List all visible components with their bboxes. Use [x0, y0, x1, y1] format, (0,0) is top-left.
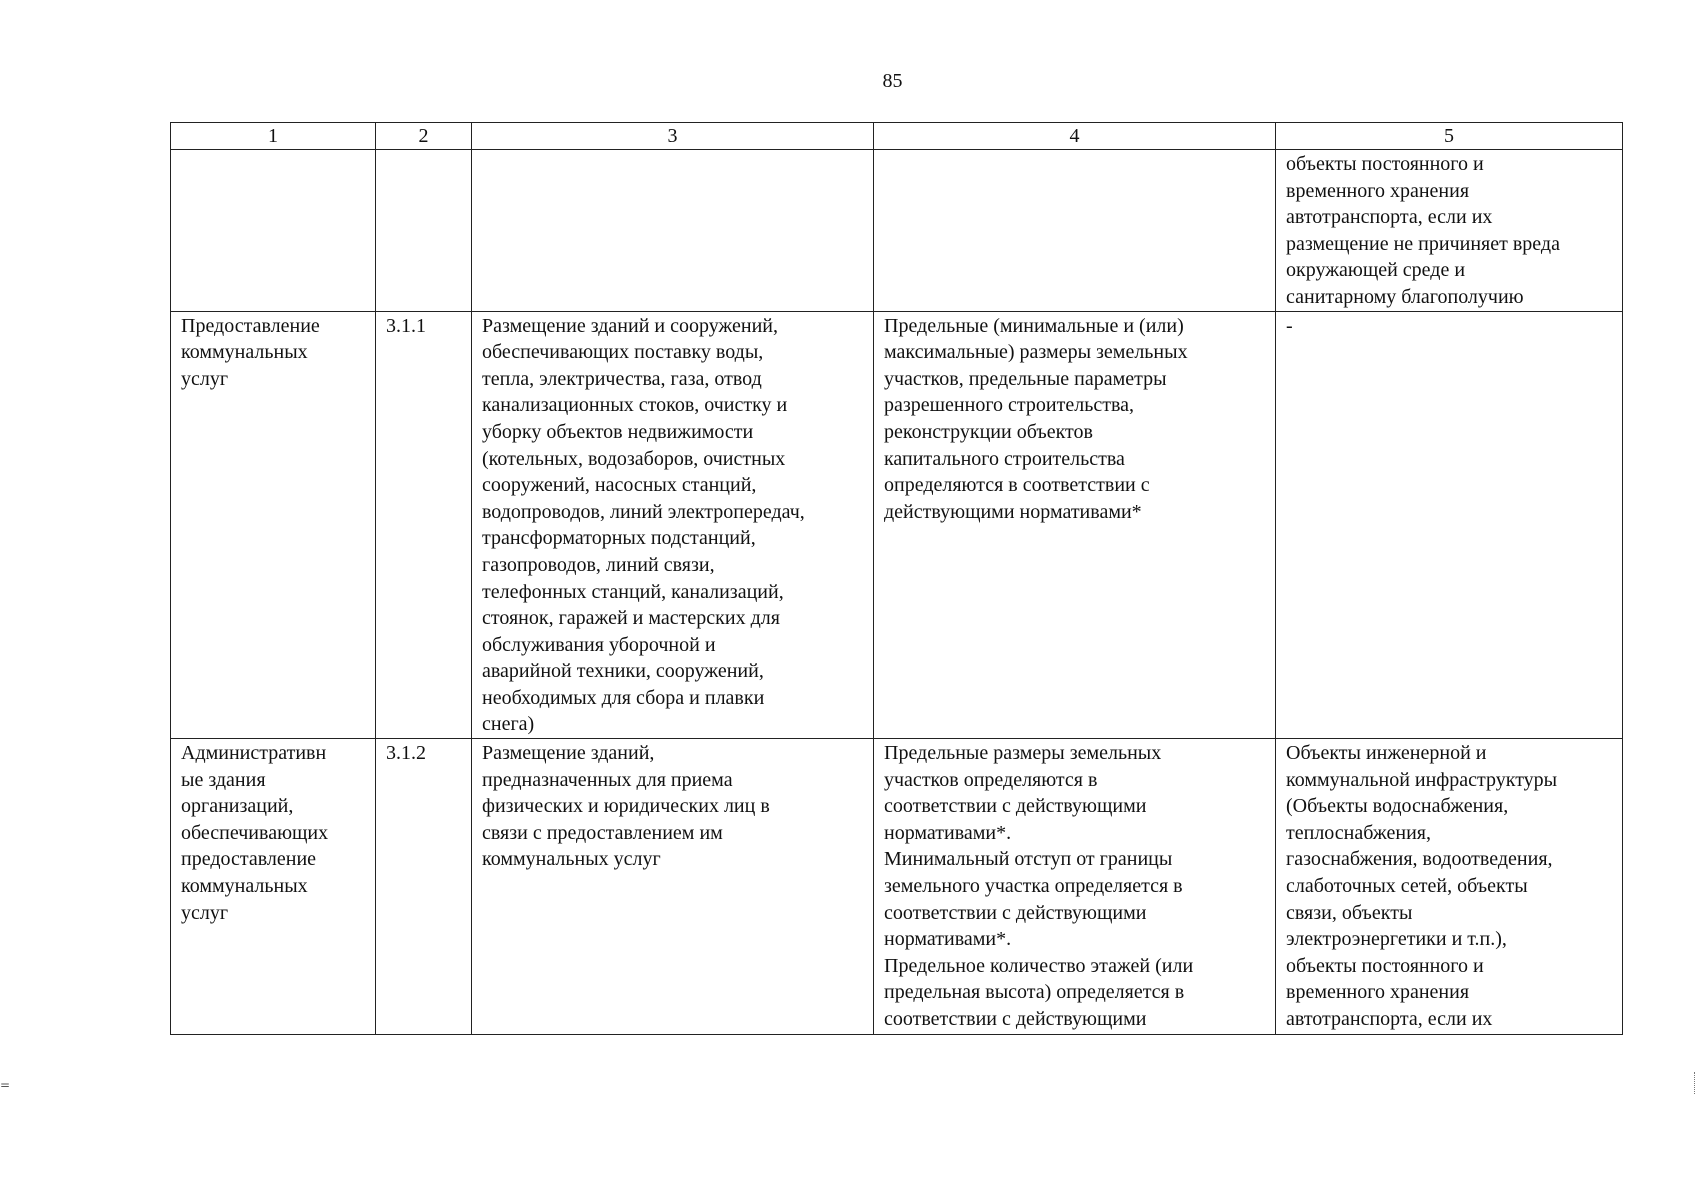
cell-text-line: капитального строительства: [884, 447, 1125, 470]
cell-text-line: трансформаторных подстанций,: [482, 527, 756, 550]
cell-text-line: соответствии с действующими: [884, 901, 1147, 924]
cell-text-line: предельная высота) определяется в: [884, 981, 1185, 1004]
cell-text-line: электроэнергетики и т.п.),: [1286, 928, 1507, 951]
cell-parameters: [874, 311, 1276, 739]
cell-text-line: коммунальных услуг: [482, 848, 661, 871]
cell-text-line: -: [1286, 314, 1293, 337]
cell-col-2: [376, 150, 472, 312]
cell-text-line: Предельные размеры земельных: [884, 742, 1162, 765]
cell-text-line: объекты постоянного и: [1286, 153, 1484, 175]
cell-text-line: соответствии с действующими: [884, 795, 1147, 818]
cell-text-line: земельного участка определяется в: [884, 875, 1183, 898]
cell-text-line: Размещение зданий и сооружений,: [482, 314, 779, 337]
table-row: [171, 311, 1623, 739]
cell-text-line: коммунальной инфраструктуры: [1286, 768, 1558, 791]
header-col-1: 1: [171, 123, 376, 150]
cell-text-line: канализационных стоков, очистку и: [482, 394, 788, 417]
cell-text-line: соответствии с действующими: [884, 1008, 1147, 1030]
cell-text-line: временного хранения: [1286, 179, 1470, 202]
cell-text-line: водопроводов, линий электропередач,: [482, 500, 805, 523]
cell-text-line: коммунальных: [181, 875, 308, 898]
cell-text-line: связи, объекты: [1286, 901, 1413, 924]
cell-auxiliary-uses: [1276, 311, 1623, 739]
cell-col-3: [472, 150, 874, 312]
cell-text-line: предназначенных для приема: [482, 768, 733, 791]
cell-code: 3.1.1: [376, 311, 472, 739]
cell-text-line: обеспечивающих: [181, 821, 329, 844]
cell-text-line: Размещение зданий,: [482, 742, 655, 765]
header-col-3: 3: [472, 123, 874, 150]
cell-code: 3.1.2: [376, 739, 472, 1035]
header-col-5: 5: [1276, 123, 1623, 150]
cell-col-1: [171, 150, 376, 312]
cell-text-line: (Объекты водоснабжения,: [1286, 795, 1509, 818]
cell-text-line: разрешенного строительства,: [884, 394, 1134, 417]
cell-text-line: Предоставление: [181, 314, 320, 337]
cell-text-line: тепла, электричества, газа, отвод: [482, 367, 762, 390]
cell-text-line: нормативами*.: [884, 928, 1012, 951]
cell-text-line: снега): [482, 713, 535, 736]
cell-text-line: автотранспорта, если их: [1286, 1008, 1493, 1030]
cell-text-line: определяются в соответствии с: [884, 474, 1150, 497]
cell-text-line: Предельное количество этажей (или: [884, 954, 1194, 977]
cell-text-line: уборку объектов недвижимости: [482, 420, 754, 443]
cell-text-line: размещение не причиняет вреда: [1286, 232, 1560, 255]
page-number: 85: [882, 70, 903, 92]
cell-text-line: газопроводов, линий связи,: [482, 553, 715, 576]
cell-text-line: санитарному благополучию: [1286, 285, 1524, 308]
cell-col-4: [874, 150, 1276, 312]
cell-text-line: организаций,: [181, 795, 294, 818]
cell-text-line: Административн: [181, 742, 327, 765]
cell-text-line: предоставление: [181, 848, 317, 871]
cell-text-line: стоянок, гаражей и мастерских для: [482, 607, 780, 630]
table-header-row: [171, 123, 1623, 150]
cell-text-line: автотранспорта, если их: [1286, 206, 1493, 229]
cell-text-line: телефонных станций, канализаций,: [482, 580, 784, 603]
cell-description: [472, 311, 874, 739]
cell-text-line: (котельных, водозаборов, очистных: [482, 447, 786, 470]
cell-text-line: сооружений, насосных станций,: [482, 474, 757, 497]
cell-text-line: действующими нормативами*: [884, 500, 1142, 523]
cell-text-line: аварийной техники, сооружений,: [482, 660, 764, 683]
cell-text-line: услуг: [181, 367, 229, 390]
cell-use-type: [171, 739, 376, 1035]
cell-text-line: участков определяются в: [884, 768, 1098, 791]
cell-text-line: теплоснабжения,: [1286, 821, 1431, 844]
cell-col-5: [1276, 150, 1623, 312]
land-use-table: [170, 122, 1623, 1035]
cell-text-line: максимальные) размеры земельных: [884, 341, 1188, 364]
cell-text-line: реконструкции объектов: [884, 420, 1093, 443]
cell-auxiliary-uses: [1276, 739, 1623, 1035]
header-col-2: 2: [376, 123, 472, 150]
cell-text-line: слаботочных сетей, объекты: [1286, 875, 1528, 898]
cell-text-line: услуг: [181, 901, 229, 924]
cell-text-line: Минимальный отступ от границы: [884, 848, 1173, 871]
cell-description: [472, 739, 874, 1035]
margin-mark: =: [0, 1078, 11, 1092]
cell-text-line: связи с предоставлением им: [482, 821, 723, 844]
cell-text-line: Предельные (минимальные и (или): [884, 314, 1184, 337]
cell-parameters: [874, 739, 1276, 1035]
cell-text-line: ые здания: [181, 768, 266, 791]
cell-text-line: обеспечивающих поставку воды,: [482, 341, 764, 364]
cell-text-line: газоснабжения, водоотведения,: [1286, 848, 1553, 871]
cell-text-line: нормативами*.: [884, 821, 1012, 844]
cell-text-line: обслуживания уборочной и: [482, 633, 716, 656]
header-col-4: 4: [874, 123, 1276, 150]
cell-text-line: Объекты инженерной и: [1286, 742, 1487, 765]
table-row: [171, 739, 1623, 1035]
cell-text-line: необходимых для сбора и плавки: [482, 686, 765, 709]
cell-text-line: объекты постоянного и: [1286, 954, 1484, 977]
cell-text-line: участков, предельные параметры: [884, 367, 1167, 390]
cell-use-type: [171, 311, 376, 739]
cell-text-line: временного хранения: [1286, 981, 1470, 1004]
cell-text-line: окружающей среде и: [1286, 259, 1466, 282]
table-row-continuation: [171, 150, 1623, 312]
cell-text-line: коммунальных: [181, 341, 308, 364]
cell-text-line: физических и юридических лиц в: [482, 795, 770, 818]
